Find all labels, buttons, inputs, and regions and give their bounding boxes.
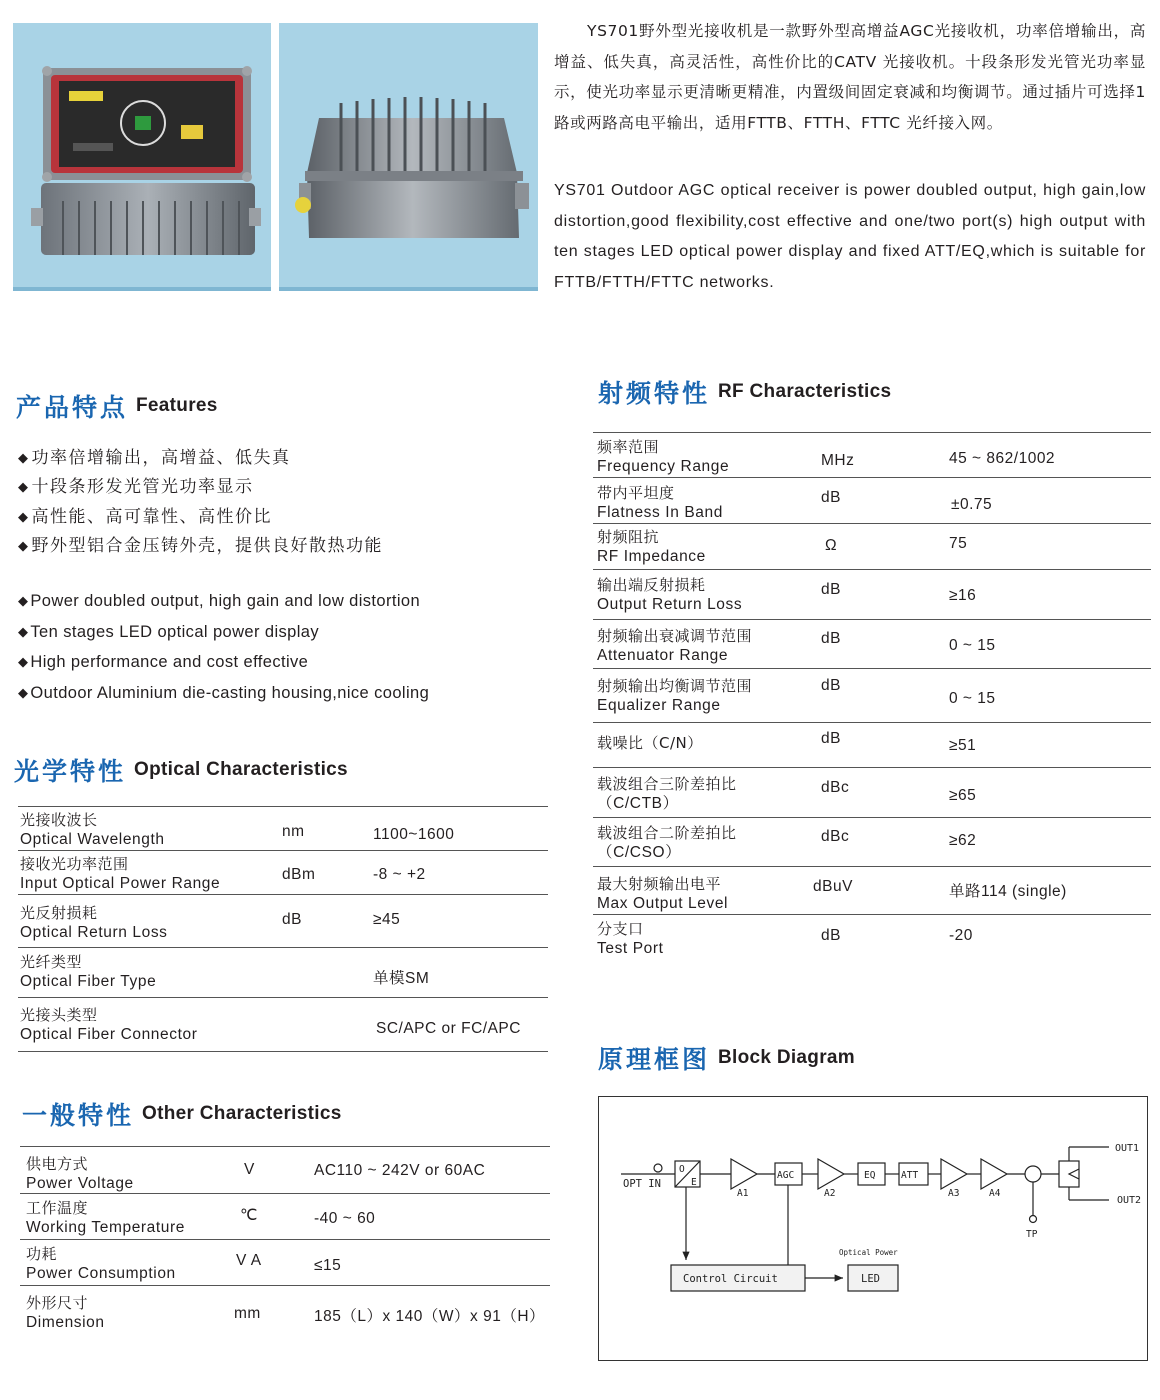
- text-value: -8 ~ +2: [373, 866, 426, 883]
- text-value: dB: [821, 927, 841, 944]
- list-item: [18, 503, 383, 532]
- text-value: Equalizer Range: [597, 697, 721, 714]
- table-row: [18, 851, 548, 895]
- rf-heading: [598, 374, 891, 410]
- text-value: Working Temperature: [26, 1219, 186, 1236]
- text-value: Dimension: [26, 1314, 105, 1331]
- text-value: RF Impedance: [597, 548, 706, 565]
- att-label: ATT: [901, 1170, 919, 1181]
- text-value: 光接头类型: [20, 1006, 98, 1024]
- text-value: Power doubled output, high gain and low distortion: [30, 592, 421, 610]
- text-value: 频率范围: [597, 438, 660, 456]
- diamond-bullet-icon: ◆: [18, 509, 30, 525]
- text-value: dB: [821, 489, 841, 506]
- text-value: 野外型铝合金压铸外壳，提供良好散热功能: [31, 535, 383, 556]
- opt-in-label: OPT IN: [623, 1178, 661, 1190]
- text-value: dB: [821, 730, 841, 747]
- list-item: [18, 617, 429, 648]
- list-item: [18, 444, 383, 473]
- features-title-en: Features: [136, 395, 218, 416]
- text-value: （C/CSO）: [597, 844, 682, 861]
- diamond-bullet-icon: ◆: [18, 451, 30, 466]
- out2-label: OUT2: [1117, 1195, 1142, 1206]
- table-row: [593, 524, 1151, 570]
- oe-e-label: E: [691, 1177, 697, 1188]
- oe-o-label: O: [679, 1164, 685, 1175]
- intro-text-cn: YS701野外型光接收机是一款野外型高增益AGC光接收机，功率倍增输出，高增益、低失真，高灵活性，高性价比的CATV 光接收机。十段条形发光管光功率显示，使光功率显示更清晰更精准，内置级间固定衰减和均衡调节。通过插片可选择1路或两路高电平输出，适用FTTB、FTTH、FTTC 光纤接入网。: [554, 22, 1146, 132]
- text-value: Flatness In Band: [597, 504, 723, 521]
- list-item: [18, 473, 383, 502]
- other-title-cn: 一般特性: [22, 1101, 135, 1130]
- diamond-bullet-icon: ◆: [18, 623, 29, 639]
- agc-label: AGC: [777, 1170, 795, 1181]
- other-heading: [22, 1096, 342, 1132]
- text-value: 高性能、高可靠性、高性价比: [31, 506, 272, 527]
- diamond-bullet-icon: ◆: [18, 684, 29, 700]
- table-row: [593, 620, 1151, 669]
- text-value: -20: [949, 927, 973, 944]
- text-value: 接收光功率范围: [20, 855, 129, 873]
- table-row: [20, 1286, 550, 1334]
- product-photo-open: [13, 23, 271, 291]
- text-value: ≥16: [949, 587, 977, 604]
- features-list-en: [18, 586, 429, 708]
- text-value: Optical Wavelength: [20, 831, 165, 848]
- text-value: 输出端反射损耗: [597, 576, 706, 594]
- diamond-bullet-icon: ◆: [18, 654, 29, 669]
- text-value: 单路114 (single): [949, 883, 1067, 900]
- block-title-en: Block Diagram: [718, 1047, 855, 1068]
- optical-table: [18, 806, 548, 1052]
- text-value: dB: [821, 581, 841, 598]
- table-row: [593, 478, 1151, 524]
- text-value: 载波组合二阶差拍比: [597, 824, 737, 842]
- text-value: dB: [821, 630, 841, 647]
- text-value: 射频输出均衡调节范围: [597, 677, 753, 695]
- eq-label: EQ: [864, 1170, 876, 1181]
- table-row: [593, 570, 1151, 620]
- block-title-cn: 原理框图: [598, 1045, 711, 1074]
- list-item: [18, 586, 429, 617]
- text-value: 外形尺寸: [26, 1294, 89, 1312]
- text-value: mm: [234, 1305, 261, 1322]
- table-row: [20, 1194, 550, 1240]
- table-row: [593, 867, 1151, 915]
- text-value: ≥62: [949, 832, 977, 849]
- text-value: dBc: [821, 779, 850, 796]
- block-heading: [598, 1040, 855, 1076]
- features-list-cn: [18, 444, 383, 561]
- text-value: 光纤类型: [20, 953, 83, 971]
- table-row: [593, 818, 1151, 867]
- led-label: LED: [861, 1273, 880, 1285]
- text-value: V A: [236, 1252, 262, 1269]
- text-value: dB: [282, 911, 302, 928]
- text-value: 光接收波长: [20, 811, 98, 829]
- text-value: dBm: [282, 866, 316, 883]
- text-value: Ω: [825, 537, 838, 554]
- other-table: [20, 1146, 550, 1334]
- text-value: 光反射损耗: [20, 904, 98, 922]
- text-value: SC/APC or FC/APC: [376, 1020, 521, 1037]
- text-value: Outdoor Aluminium die-casting housing,nice cooling: [30, 683, 430, 702]
- text-value: 0 ~ 15: [949, 690, 996, 707]
- text-value: nm: [282, 823, 305, 840]
- text-value: 功率倍增输出，高增益、低失真: [31, 448, 291, 468]
- text-value: High performance and cost effective: [30, 653, 309, 671]
- text-value: 十段条形发光管光功率显示: [31, 477, 254, 498]
- text-value: 射频阻抗: [597, 528, 660, 546]
- text-value: Power Consumption: [26, 1265, 176, 1282]
- text-value: AC110 ~ 242V or 60AC: [314, 1162, 486, 1179]
- text-value: MHz: [821, 452, 855, 469]
- table-row: [593, 433, 1151, 478]
- table-row: [18, 998, 548, 1052]
- text-value: 单模SM: [373, 970, 430, 987]
- a1-label: A1: [737, 1188, 749, 1199]
- features-heading: [16, 388, 218, 424]
- text-value: Ten stages LED optical power display: [30, 622, 320, 641]
- text-value: dBuV: [813, 878, 853, 895]
- text-value: 功耗: [26, 1245, 58, 1263]
- text-value: Attenuator Range: [597, 647, 729, 664]
- text-value: Optical Fiber Connector: [20, 1026, 198, 1043]
- text-value: Input Optical Power Range: [20, 875, 221, 892]
- product-photo-closed: [279, 23, 538, 291]
- table-row: [593, 669, 1151, 723]
- control-circuit-label: Control Circuit: [683, 1273, 778, 1285]
- text-value: （C/CTB）: [597, 795, 679, 812]
- rf-title-cn: 射频特性: [598, 379, 711, 408]
- text-value: 45 ~ 862/1002: [949, 450, 1056, 467]
- text-value: 分支口: [597, 920, 644, 938]
- table-row: [20, 1240, 550, 1286]
- text-value: Output Return Loss: [597, 596, 743, 613]
- diamond-bullet-icon: ◆: [18, 480, 30, 496]
- text-value: 载噪比（C/N）: [597, 734, 703, 752]
- text-value: ≤15: [314, 1257, 342, 1274]
- text-value: dB: [821, 677, 841, 694]
- block-diagram: [598, 1096, 1148, 1361]
- tp-label: TP: [1026, 1229, 1038, 1240]
- text-value: V: [244, 1161, 255, 1178]
- text-value: ±0.75: [951, 496, 993, 513]
- text-value: 185（L）x 140（W）x 91（H）: [314, 1308, 546, 1325]
- table-row: [18, 895, 548, 948]
- text-value: 供电方式: [26, 1155, 89, 1173]
- list-item: [18, 647, 429, 678]
- text-value: Frequency Range: [597, 458, 730, 475]
- out1-label: OUT1: [1115, 1143, 1140, 1154]
- list-item: [18, 678, 429, 709]
- features-title-cn: 产品特点: [16, 393, 129, 422]
- optical-title-cn: 光学特性: [14, 757, 127, 786]
- list-item: [18, 532, 383, 561]
- text-value: Test Port: [597, 940, 664, 957]
- text-value: ≥51: [949, 737, 977, 754]
- optical-power-label: Optical Power: [839, 1248, 898, 1257]
- text-value: -40 ~ 60: [314, 1210, 376, 1227]
- text-value: Power Voltage: [26, 1175, 134, 1192]
- text-value: 工作温度: [26, 1199, 89, 1217]
- table-row: [20, 1147, 550, 1194]
- text-value: 75: [949, 535, 968, 552]
- table-row: [18, 807, 548, 851]
- table-row: [593, 915, 1151, 959]
- table-row: [593, 723, 1151, 768]
- rf-title-en: RF Characteristics: [718, 381, 892, 402]
- table-row: [593, 768, 1151, 818]
- text-value: ≥65: [949, 787, 977, 804]
- text-value: ≥45: [373, 911, 401, 928]
- text-value: dBc: [821, 828, 850, 845]
- table-row: [18, 948, 548, 998]
- a4-label: A4: [989, 1188, 1001, 1199]
- text-value: 带内平坦度: [597, 484, 675, 502]
- text-value: Optical Return Loss: [20, 924, 168, 941]
- text-value: 载波组合三阶差拍比: [597, 775, 737, 793]
- text-value: ℃: [240, 1207, 258, 1224]
- text-value: Max Output Level: [597, 895, 729, 912]
- intro-text-en: YS701 Outdoor AGC optical receiver is power doubled output, high gain,low distortion,good flexibility,cost effective and one/two port(s) high output with ten stages LED optical power display and fixed ATT/EQ,which is suitable for FTTB/FTTH/FTTC networks.: [554, 182, 1146, 291]
- text-value: 射频输出衰减调节范围: [597, 627, 753, 645]
- diamond-bullet-icon: ◆: [18, 593, 29, 608]
- a3-label: A3: [948, 1188, 960, 1199]
- other-title-en: Other Characteristics: [142, 1103, 342, 1124]
- text-value: 最大射频输出电平: [597, 875, 722, 893]
- optical-title-en: Optical Characteristics: [134, 759, 348, 780]
- diamond-bullet-icon: ◆: [18, 538, 30, 554]
- rf-table: [593, 432, 1151, 959]
- text-value: 1100~1600: [373, 826, 455, 843]
- text-value: 0 ~ 15: [949, 637, 996, 654]
- text-value: Optical Fiber Type: [20, 973, 157, 990]
- optical-heading: [14, 752, 348, 788]
- a2-label: A2: [824, 1188, 836, 1199]
